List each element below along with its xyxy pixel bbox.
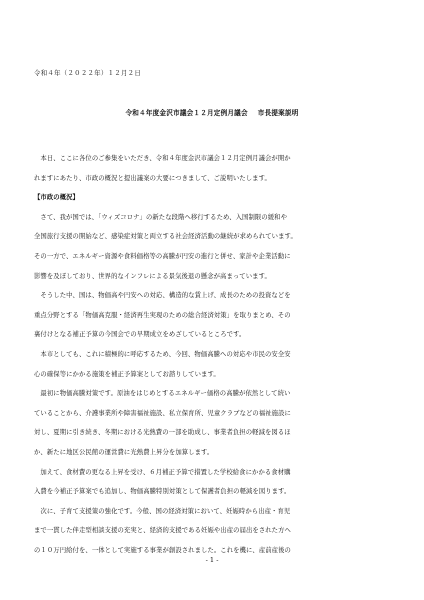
body-line: 加えて、食材費の更なる上昇を受け、６月補正予算で措置した学校給食にかかる食材購 [34,468,291,476]
body-line: 次に、子育て支援策の強化です。今般、国の経済対策において、妊娠時から出産・育児 [34,507,291,515]
body-line: 重点分野とする「物価高克服・経済再生実現のための総合経済対策」を取りまとめ、その [34,311,291,319]
body-line: 裏付けとなる補正予算の今国会での早期成立をめざしているところです。 [34,331,246,339]
body-line: まで一貫した伴走型相談支援の充実と、経済的支援である妊娠や出産の届出をされた方へ [34,527,291,535]
body-line: か、新たに地区公民館の運営費に光熱費上昇分を加算します。 [34,448,214,456]
body-line: 対し、夏期に引き続き、冬期における光熱費の一部を助成し、事業者負担の軽減を図るほ [34,429,291,437]
page-number: - 1 - [205,556,219,564]
body-line: ていることから、介護事業所や障害福祉施設、私立保育所、児童クラブなどの福祉施設に [34,409,291,417]
body-line: 本日、ここに各位のご参集をいただき、令和４年度金沢市議会１２月定例月議会が開か [34,155,291,162]
document-date: 令和４年（２０２２年）１２月２日 [34,69,142,77]
body-line: そうした中、国は、物価高や円安への対応、構造的な賃上げ、成長のための投資などを [34,292,291,300]
title-main: 令和４年度金沢市議会１２月定例月議会 [125,109,248,117]
body-line: 心の確保等にかかる施策を補正予算案としてお諮りしています。 [34,370,220,378]
body-line: 本市としても、これに積極的に呼応するため、今回、物価高騰への対応や市民の安全安 [34,350,291,358]
body-line: さて、我が国では、「ウィズコロナ」の新たな段階へ移行するため、入国制限の緩和や [34,213,288,221]
title-sub: 市長提案説明 [257,109,299,117]
section-heading: 【市政の概況】 [34,194,79,202]
body-line: の１０万円給付を、一体として実施する事業が創設されました。これを機に、産前産後の [34,546,291,554]
body-line: れますにあたり、市政の概況と提出議案の大要につきまして、ご説明いたします。 [34,174,271,182]
document-body [34,149,392,560]
document-title [0,107,424,117]
body-line: 入費を今補正予算案でも追加し、物価高騰特別対策として保護者負担の軽減を図ります。 [34,488,291,496]
body-line: 影響を及ぼしており、世界的なインフレによる景気後退の懸念が高まっています。 [34,272,271,280]
body-line: その一方で、エネルギー資源や食料価格等の高騰が円安の進行と併せ、家計や企業活動に [34,252,291,260]
body-line: 最初に物価高騰対策です。原油をはじめとするエネルギー価格の高騰が依然として続い [34,390,291,398]
body-line: 全国旅行支援の開始など、感染症対策と両立する社会経済活動の継続が求められています。 [34,233,297,241]
